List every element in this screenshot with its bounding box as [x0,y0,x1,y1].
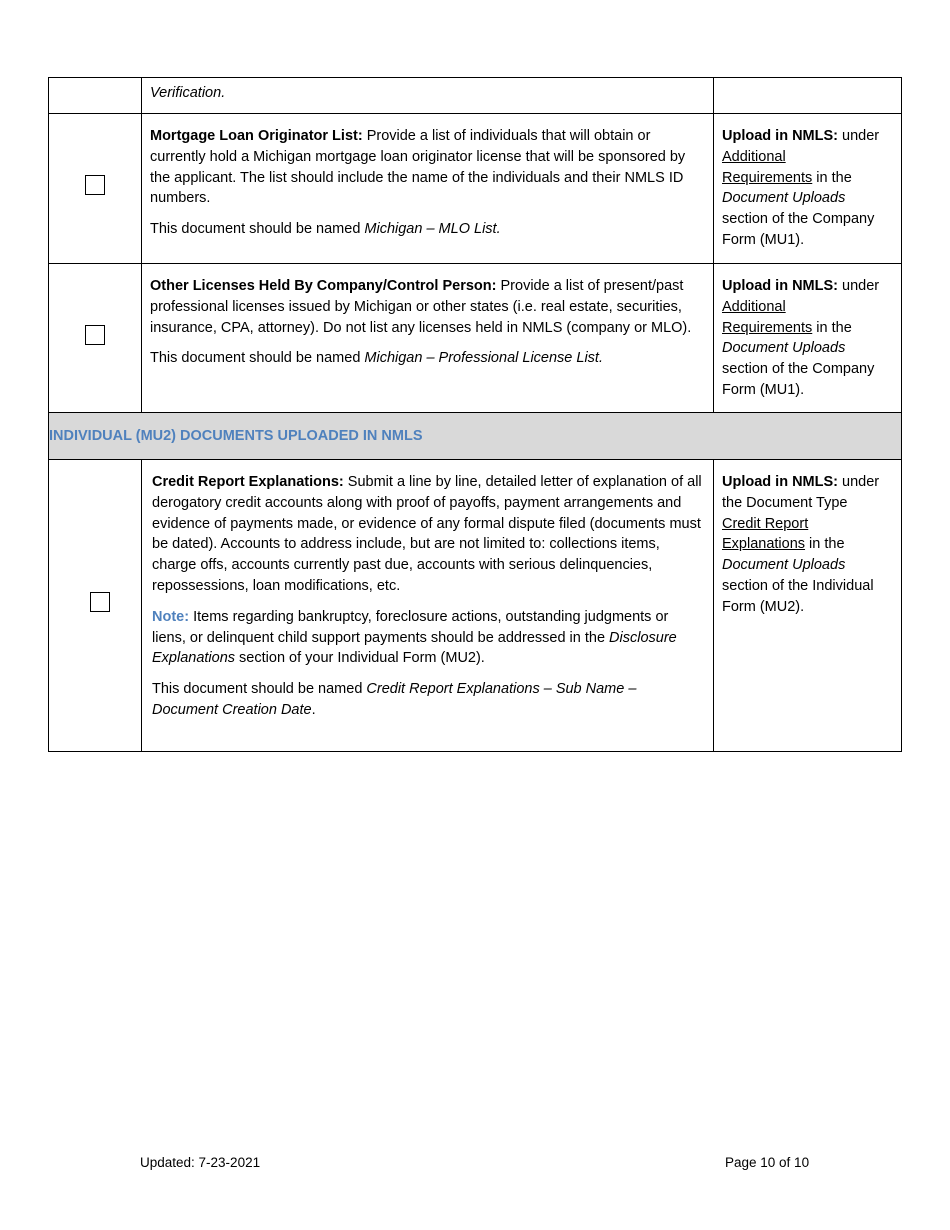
footer-page-number: Page 10 of 10 [725,1155,810,1170]
disclosure-explanations: Disclosure Explanations [152,629,677,667]
upload-in-the: in the [812,169,852,186]
section-header-row [49,413,902,460]
table-row [49,264,902,413]
upload-cell [714,114,902,264]
item-title: Mortgage Loan Originator List: [150,128,363,144]
description-cell [142,460,714,752]
name-prefix: This document should be named [150,221,365,238]
note-tail: section of your Individual Form (MU2). [235,650,485,667]
item-body: Submit a line by line, detailed letter of explanation of all derogatory credit accounts along with proof of payoffs, payment arrangements and evidence of payments made, or evidence of any formal dispute filed (documents must be dated). Accounts to address include, but are not limited to: collections items, charge offs, accounts currently past due, accounts with serious delinquencies, repossessions, loan modifications, etc. [152,474,702,594]
section-header: INDIVIDUAL (MU2) DOCUMENTS UPLOADED IN NMLS [49,413,902,460]
item-title: Credit Report Explanations: [152,474,344,490]
document-uploads-text: Document Uploads [722,190,846,207]
upload-under: under [838,278,880,294]
credit-report-link[interactable]: Credit Report [722,515,809,532]
name-prefix: This document should be named [152,681,367,698]
upload-under: under [838,128,880,144]
item-title: Other Licenses Held By Company/Control Person: [150,278,497,294]
mlo-list-checkbox[interactable] [85,175,105,195]
additional-link[interactable]: Additional [722,298,786,315]
requirements-table [48,77,902,752]
upload-section: section of the Individual Form (MU2). [722,577,874,615]
table-row [49,114,902,264]
explanations-link[interactable]: Explanations [722,536,806,553]
note-body: Items regarding bankruptcy, foreclosure actions, outstanding judgments or liens, or delinquent child support payments should be addressed in the [152,608,669,646]
upload-cell [714,78,902,114]
upload-in-the: in the [812,319,852,336]
upload-label: Upload in NMLS: [722,278,838,294]
upload-section: section of the Company Form (MU1). [722,361,875,398]
document-name: Michigan – MLO List. [364,221,501,238]
footer-updated: Updated: 7-23-2021 [140,1155,261,1170]
document-uploads-text: Document Uploads [722,557,846,574]
document-uploads-text: Document Uploads [722,340,846,357]
verification-text: Verification. [150,85,226,101]
item-body: Provide a list of present/past professional licenses issued by Michigan or other states (i.e. real estate, securities, insurance, CPA, attorney). Do not list any licenses held in NMLS (company or MLO). [150,278,692,336]
upload-label: Upload in NMLS: [722,474,838,490]
document-name: Credit Report Explanations – Sub Name – Document Creation Date [152,681,637,718]
description-cell [142,114,714,264]
note-label: Note: [152,608,190,625]
credit-report-checkbox[interactable] [90,592,110,612]
item-body: Provide a list of individuals that will obtain or currently hold a Michigan mortgage loan originator license that will be sponsored by the applicant. The list should include the name of the individuals and their NMLS ID numbers. [150,128,686,207]
other-licenses-checkbox[interactable] [85,325,105,345]
upload-cell [714,460,902,752]
requirements-link[interactable]: Requirements [722,169,813,186]
table-row [49,460,902,752]
upload-under: under the Document Type [722,474,880,511]
upload-in-the: in the [805,536,845,553]
name-prefix: This document should be named [150,350,365,367]
document-name: Michigan – Professional License List. [364,350,603,367]
upload-section: section of the Company Form (MU1). [722,211,875,248]
checkbox-cell [49,114,142,264]
table-row [49,78,902,114]
checkbox-cell [49,264,142,413]
upload-cell [714,264,902,413]
requirements-link[interactable]: Requirements [722,319,813,336]
checkbox-cell [49,460,142,752]
upload-label: Upload in NMLS: [722,128,838,144]
description-cell [142,264,714,413]
description-cell [142,78,714,114]
additional-link[interactable]: Additional [722,148,786,165]
name-end: . [311,701,316,718]
checkbox-cell [49,78,142,114]
